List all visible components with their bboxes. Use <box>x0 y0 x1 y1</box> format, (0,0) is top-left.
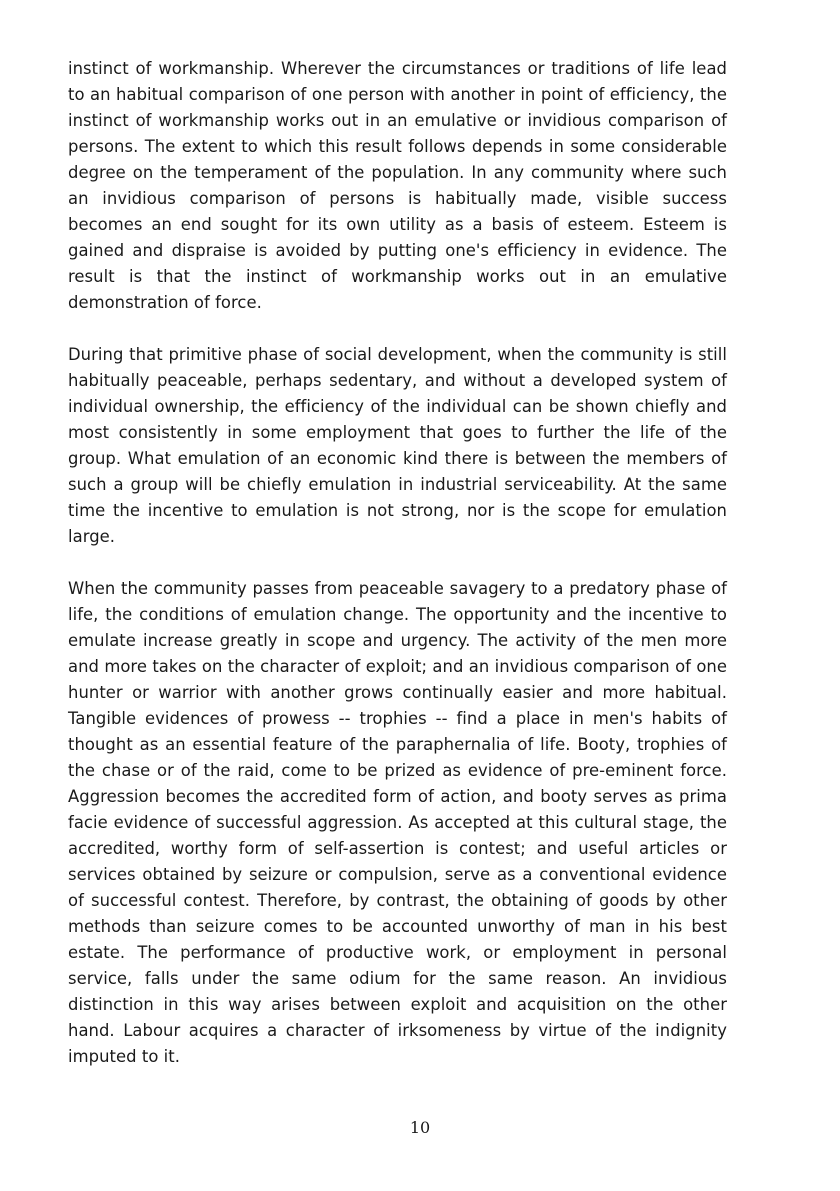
paragraph-1: instinct of workmanship. Wherever the circumstances or traditions of life lead to an habitual comparison of one person with another in point of efficiency, the instinct of workmanship works out in an emulative or invidious comparison of persons. The extent to which this result follows depends in some considerable degree on the temperament of the population. In any community where such an invidious comparison of persons is habitually made, visible success becomes an end sought for its own utility as a basis of esteem. Esteem is gained and dispraise is avoided by putting one's efficiency in evidence. The result is that the instinct of workmanship works out in an emulative demonstration of force. <box>68 59 727 312</box>
paragraph-3: When the community passes from peaceable savagery to a predatory phase of life, the conditions of emulation change. The opportunity and the incentive to emulate increase greatly in scope and urgency. The activity of the men more and more takes on the character of exploit; and an invidious comparison of one hunter or warrior with another grows continually easier and more habitual. Tangible evidences of prowess -- trophies -- find a place in men's habits of thought as an essential feature of the paraphernalia of life. Booty, trophies of the chase or of the raid, come to be prized as evidence of pre-eminent force. Aggression becomes the accredited form of action, and booty serves as prima facie evidence of successful aggression. As accepted at this cultural stage, the accredited, worthy form of self-assertion is contest; and useful articles or services obtained by seizure or compulsion, serve as a conventional evidence of successful contest. Therefore, by contrast, the obtaining of goods by other methods than seizure comes to be accounted unworthy of man in his best estate. The performance of productive work, or employment in personal service, falls under the same odium for the same reason. An invidious distinction in this way arises between exploit and acquisition on the other hand. Labour acquires a character of irksomeness by virtue of the indignity imputed to it. <box>68 579 727 1066</box>
paragraph-2: During that primitive phase of social development, when the community is still habitually peaceable, perhaps sedentary, and without a developed system of individual ownership, the efficiency of the individual can be shown chiefly and most consistently in some employment that goes to further the life of the group. What emulation of an economic kind there is between the members of such a group will be chiefly emulation in industrial serviceability. At the same time the incentive to emulation is not strong, nor is the scope for emulation large. <box>68 345 727 546</box>
page-body <box>68 56 727 1096</box>
page-number: 10 <box>409 1118 431 1137</box>
